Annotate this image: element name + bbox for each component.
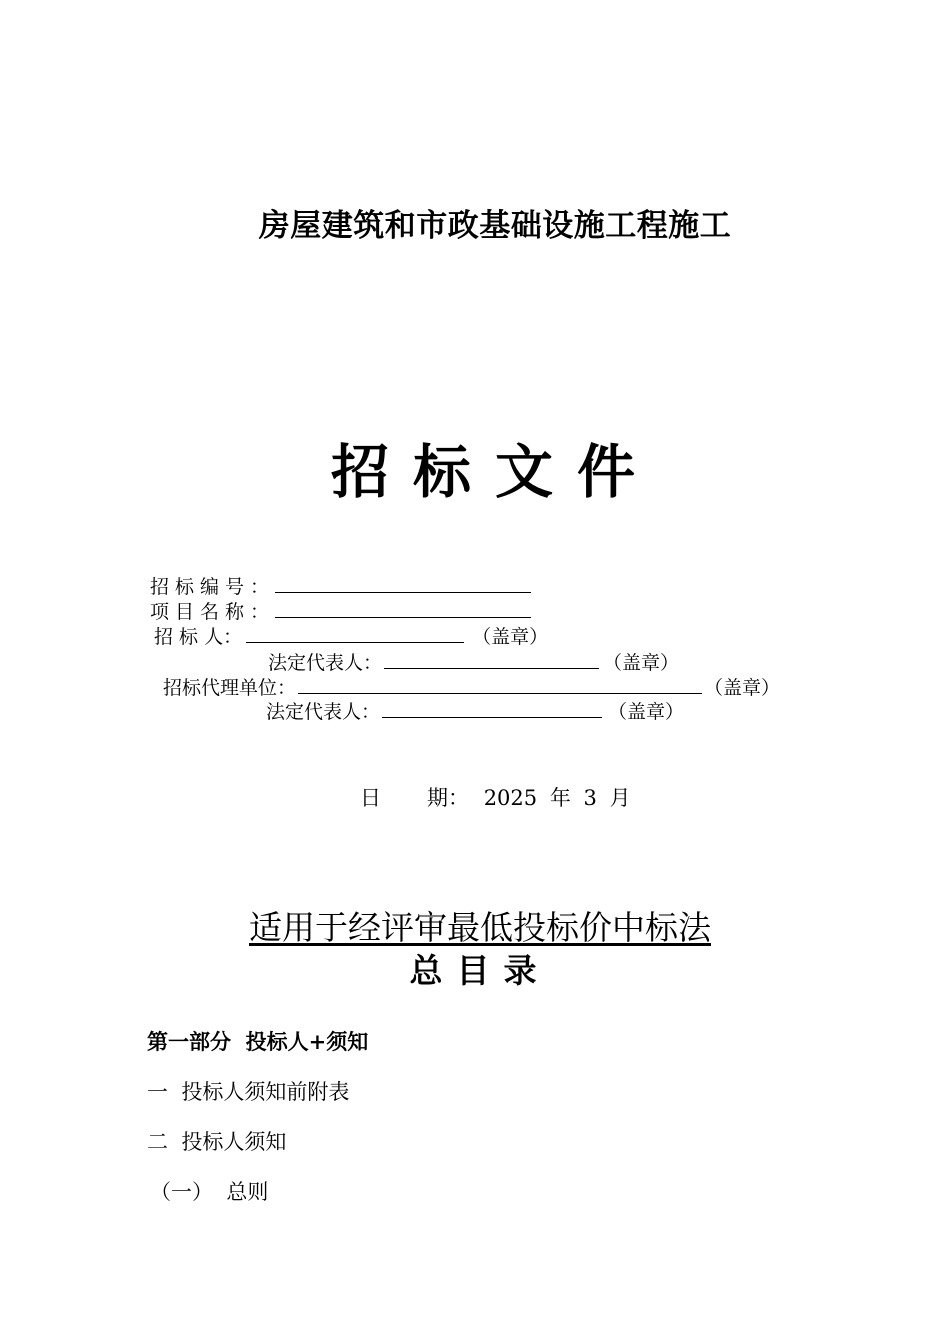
bid-number-field [150,572,531,599]
legal-rep-field-1 [268,648,679,675]
date-month-unit: 月 [609,786,631,810]
legal-rep-field-2 [266,697,684,724]
agency-label: 招标代理单位： [163,677,297,699]
agency-seal: （盖章） [704,677,781,699]
date-month: 3 [583,786,597,810]
tenderer-line [246,626,464,643]
legal-rep-label-2: 法定代表人： [266,701,381,723]
date-label-1: 日 [360,786,381,810]
toc-part-1[interactable]: 第一部分 投标人+须知 [147,1029,369,1054]
legal-rep-seal-1: （盖章） [603,652,680,674]
tenderer-seal: （盖章） [472,626,549,648]
legal-rep-seal-2: （盖章） [608,701,685,723]
legal-rep-label-1: 法定代表人： [268,652,383,674]
agency-field [163,673,780,700]
bid-number-label: 招标编号： [150,576,276,598]
legal-rep-line-2 [382,701,602,718]
project-name-field [150,597,531,624]
toc-item[interactable]: （一） 总则 [150,1180,269,1204]
toc-item[interactable]: 二 投标人须知 [147,1130,287,1154]
tenderer-label: 招 标 人： [154,626,243,648]
tenderer-field [154,622,548,649]
date-year: 2025 [483,786,538,810]
document-title: 招标文件 [330,438,659,506]
toc-item[interactable]: 一 投标人须知前附表 [147,1080,350,1104]
project-name-label: 项目名称： [150,601,276,623]
toc-title: 总目录 [409,951,551,990]
date-line [360,782,631,812]
document-subtitle: 房屋建筑和市政基础设施工程施工 [258,208,732,244]
date-year-unit: 年 [549,786,571,810]
project-name-line [275,601,531,618]
evaluation-method-heading: 适用于经评审最低投标价中标法 [249,908,711,947]
legal-rep-line-1 [384,652,599,669]
date-label-2: 期： [427,786,469,810]
bid-number-line [275,576,531,593]
agency-line [298,677,702,694]
